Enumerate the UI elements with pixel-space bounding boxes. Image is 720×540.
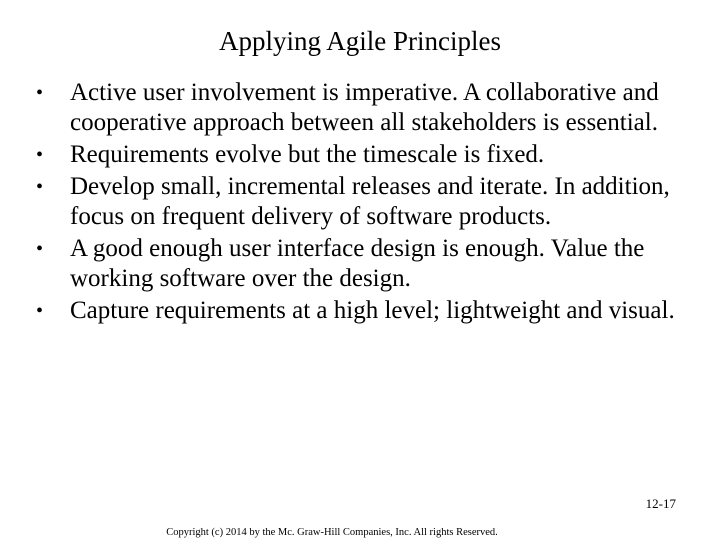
bullet-list: [0, 78, 720, 328]
bullet-item: [0, 78, 685, 138]
bullet-item: [0, 172, 685, 232]
bullet-dot-icon: •: [36, 144, 44, 166]
page-number: 12-17: [645, 496, 676, 511]
bullet-item: [0, 296, 685, 326]
bullet-item: [0, 234, 685, 294]
bullet-text: A good enough user interface design is enough. Value the working software over the design.: [70, 235, 645, 292]
bullet-text: Develop small, incremental releases and iterate. In addition, focus on frequent delivery of software products.: [70, 173, 670, 230]
bullet-text: Capture requirements at a high level; lightweight and visual.: [70, 297, 675, 324]
bullet-item: [0, 140, 685, 170]
bullet-text: Active user involvement is imperative. A collaborative and cooperative approach between all stakeholders is essential.: [70, 79, 659, 136]
bullet-dot-icon: •: [36, 300, 44, 322]
bullet-dot-icon: •: [36, 238, 44, 260]
bullet-text: Requirements evolve but the timescale is fixed.: [70, 141, 545, 168]
copyright-notice: Copyright (c) 2014 by the Mc. Graw-Hill Companies, Inc. All rights Reserved.: [166, 527, 498, 538]
slide-title: Applying Agile Principles: [219, 26, 501, 56]
bullet-dot-icon: •: [36, 82, 44, 104]
bullet-dot-icon: •: [36, 176, 44, 198]
